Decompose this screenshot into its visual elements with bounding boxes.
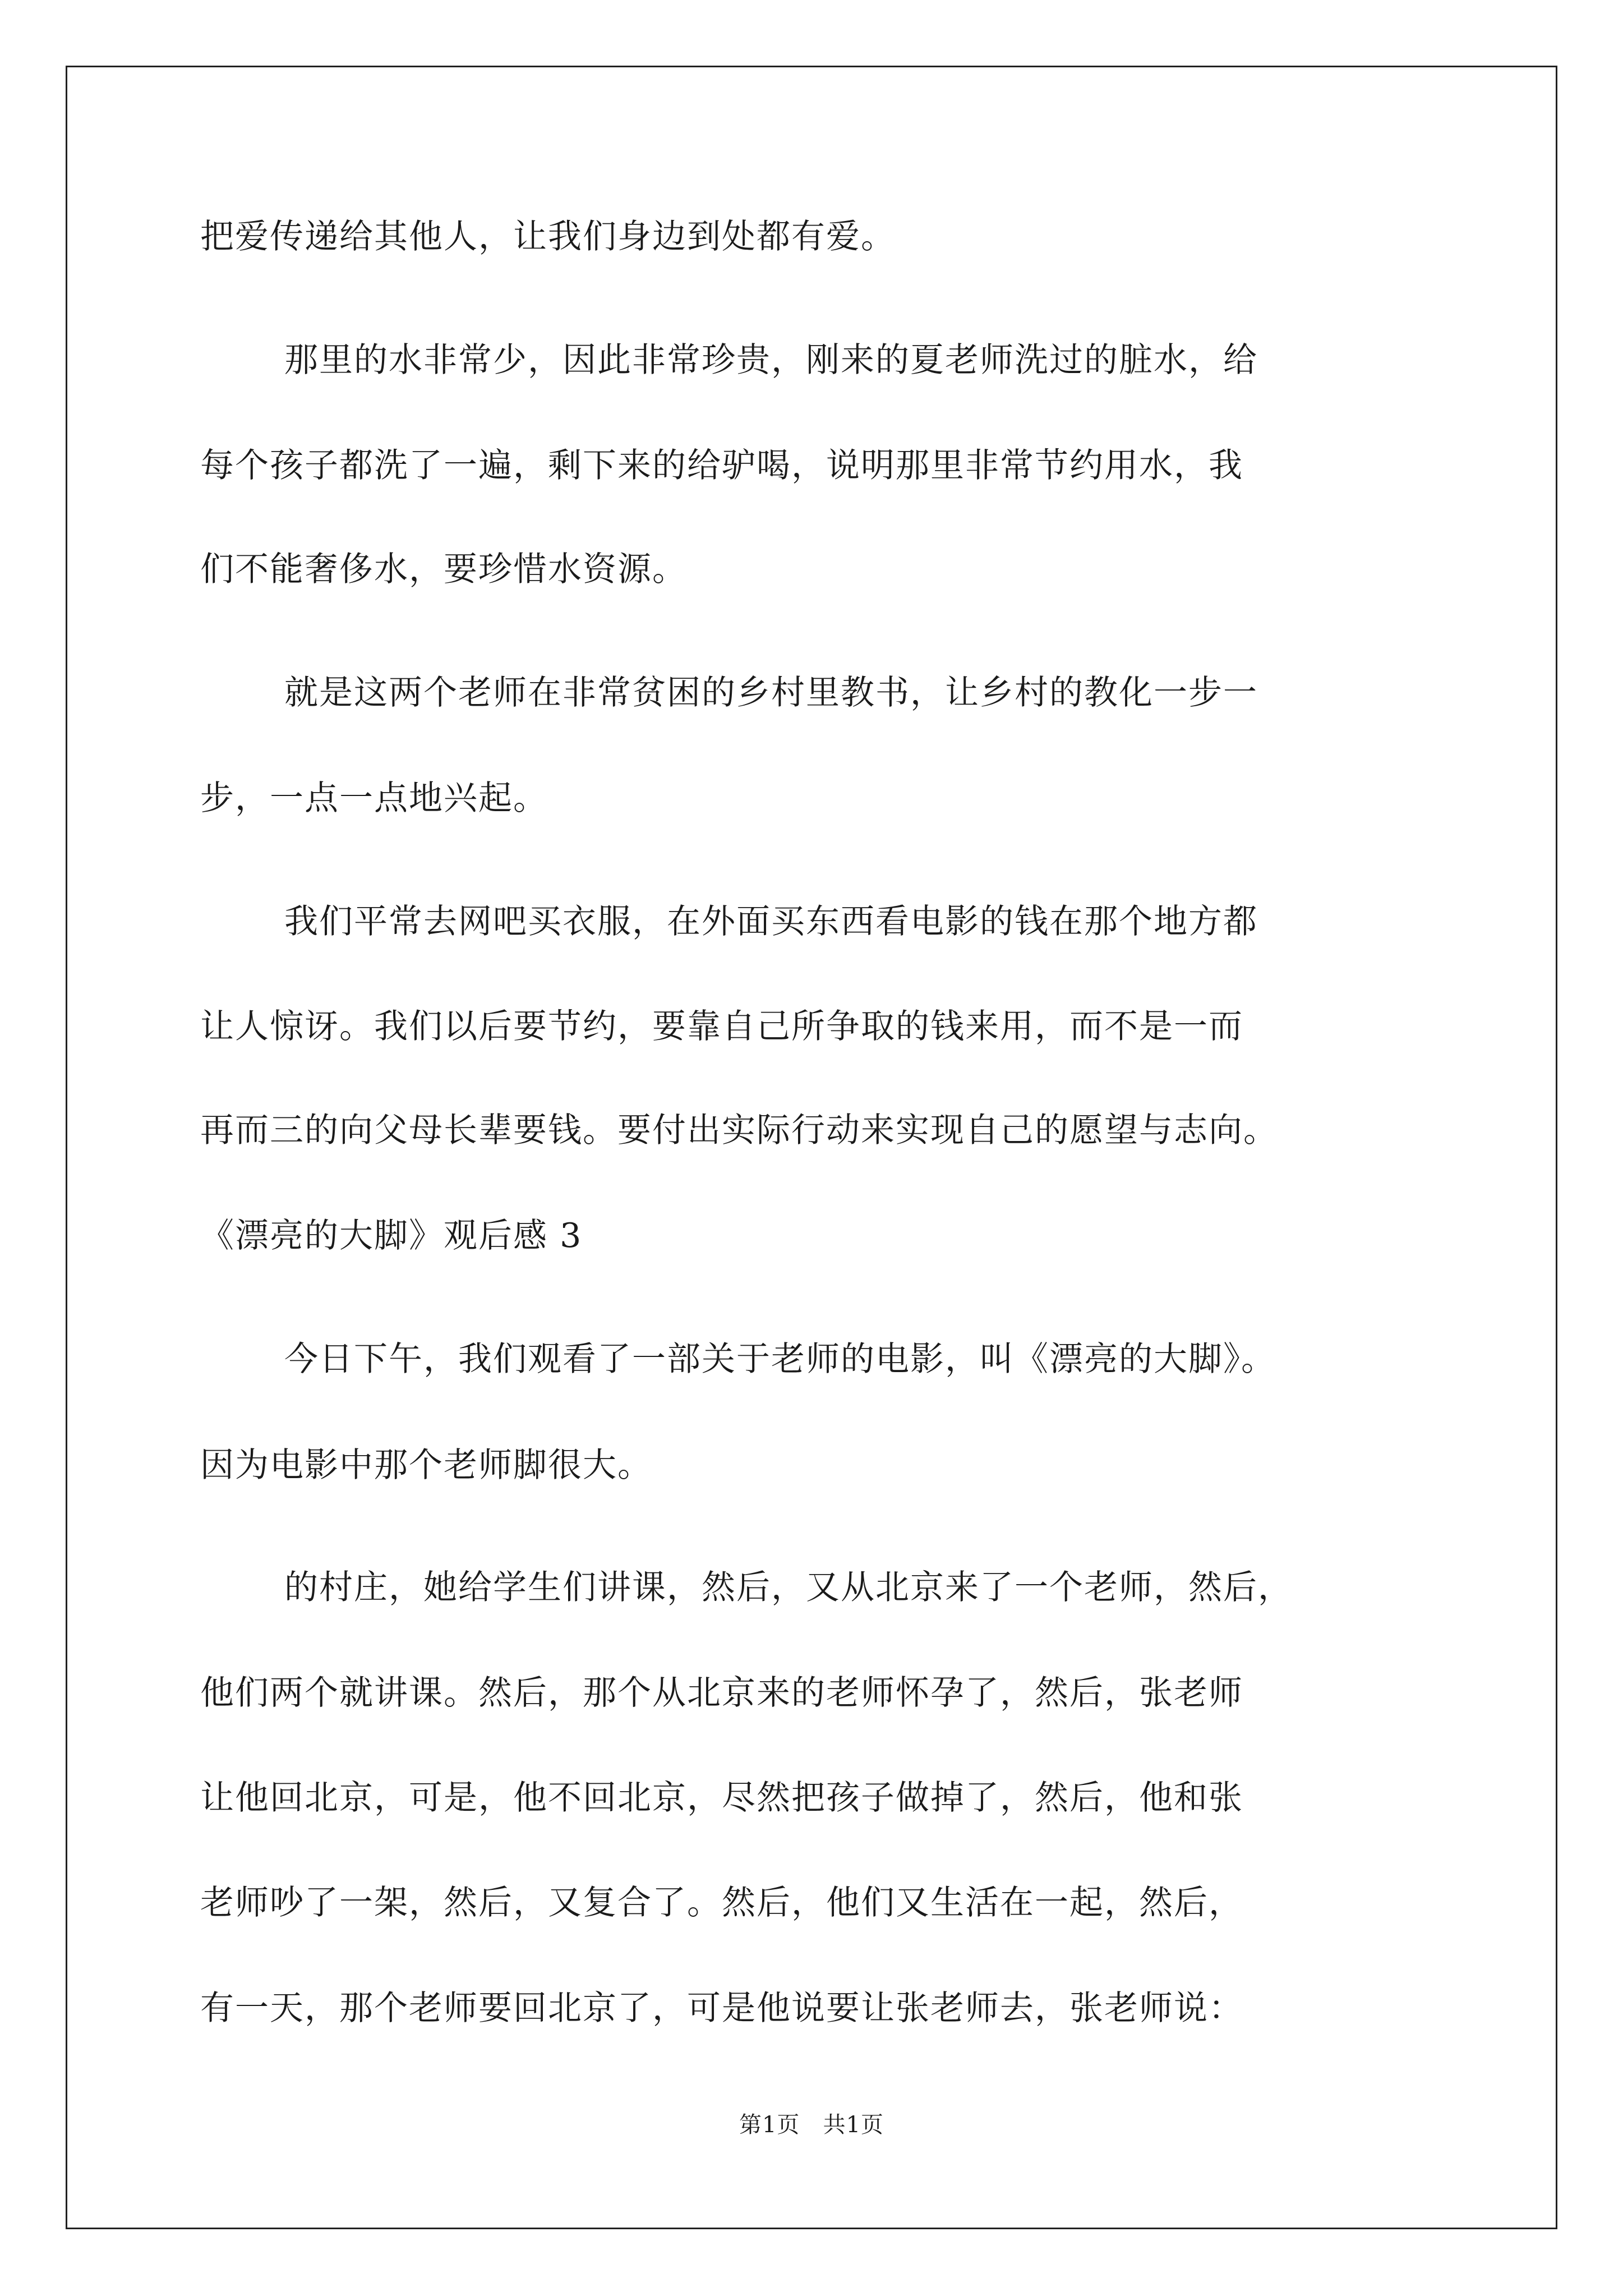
text-line: 步，一点一点地兴起。 — [200, 779, 548, 818]
text-line: 让他回北京，可是，他不回北京，尽然把孩子做掉了，然后，他和张 — [200, 1778, 1243, 1818]
paragraph-start-line: 就是这两个老师在非常贫困的乡村里教书，让乡村的教化一步一 — [284, 673, 1258, 712]
text-line: 每个孩子都洗了一遍，剩下来的给驴喝，说明那里非常节约用水，我 — [200, 446, 1243, 485]
text-line: 有一天，那个老师要回北京了，可是他说要让张老师去，张老师说： — [200, 1989, 1243, 2028]
page-total: 共1页 — [823, 2112, 884, 2138]
text-line: 再而三的向父母长辈要钱。要付出实际行动来实现自己的愿望与志向。 — [200, 1111, 1278, 1150]
text-line: 把爱传递给其他人，让我们身边到处都有爱。 — [200, 217, 896, 256]
section-heading: 《漂亮的大脚》观后感 3 — [200, 1216, 583, 1255]
page-number: 第1页 — [739, 2112, 800, 2138]
text-line: 老师吵了一架，然后，又复合了。然后，他们又生活在一起，然后， — [200, 1883, 1243, 1922]
text-line: 他们两个就讲课。然后，那个从北京来的老师怀孕了，然后，张老师 — [200, 1673, 1243, 1713]
paragraph-start-line: 今日下午，我们观看了一部关于老师的电影，叫《漂亮的大脚》。 — [284, 1340, 1276, 1379]
text-line: 因为电影中那个老师脚很大。 — [200, 1446, 652, 1485]
text-line: 们不能奢侈水，要珍惜水资源。 — [200, 550, 687, 589]
text-line: 让人惊讶。我们以后要节约，要靠自己所争取的钱来用，而不是一而 — [200, 1007, 1243, 1046]
paragraph-start-line: 的村庄，她给学生们讲课，然后，又从北京来了一个老师，然后， — [284, 1568, 1293, 1607]
paragraph-start-line: 我们平常去网吧买衣服，在外面买东西看电影的钱在那个地方都 — [284, 902, 1258, 941]
page-footer — [0, 2108, 1623, 2142]
paragraph-start-line: 那里的水非常少，因此非常珍贵，刚来的夏老师洗过的脏水，给 — [284, 341, 1258, 380]
